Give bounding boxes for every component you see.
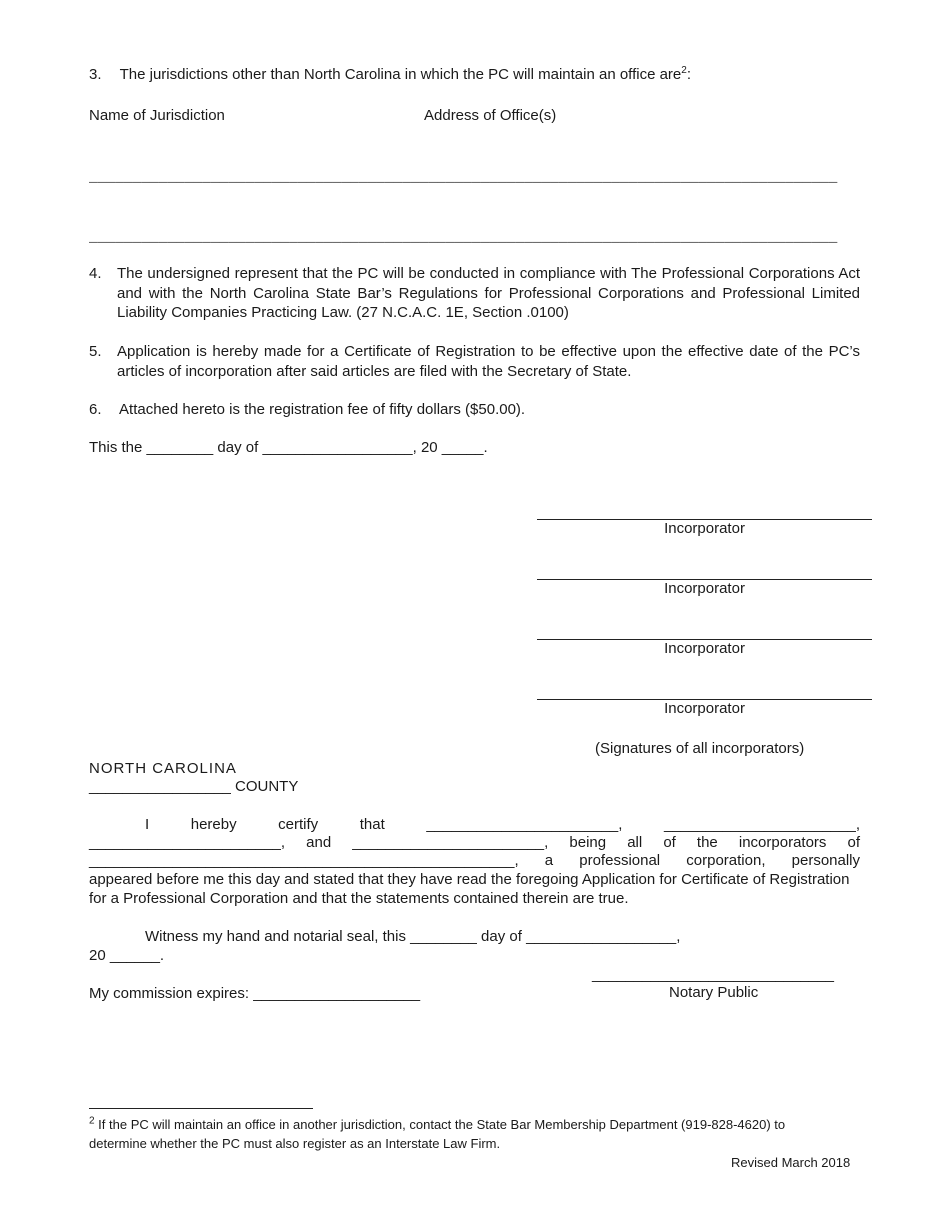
office-address-header: Address of Office(s) xyxy=(424,107,557,124)
notary-public-label: Notary Public xyxy=(669,984,759,1001)
incorporator-label-4: Incorporator xyxy=(664,700,745,717)
item-5-number: 5. xyxy=(89,343,102,360)
certify-line-1: I hereby certify that _______________________, _______________________, xyxy=(145,816,860,833)
item-5-text: Application is hereby made for a Certificate of Registration to be effective upon the effective date of the PC’s articles of incorporation after said articles are filed with the Secretary of State. xyxy=(117,343,860,380)
item-3-number: 3. xyxy=(89,66,102,83)
certify-line-5: for a Professional Corporation and that the statements contained therein are true. xyxy=(89,890,629,907)
footnote-line-2: determine whether the PC must also register as an Interstate Law Firm. xyxy=(89,1136,501,1151)
item-6 xyxy=(89,401,525,418)
footnote-line-1: $^2$ If the PC will maintain an office in another jurisdiction, contact the State Bar Membership Department (919-828-4620) to xyxy=(89,1115,786,1132)
item-3-text: The jurisdictions other than North Carolina in which the PC will maintain an office are xyxy=(119,66,682,83)
incorporator-name-blank-1[interactable]: _______________________, xyxy=(426,816,623,833)
item-3: 3. The jurisdictions other than North Carolina in which the PC will maintain an office are$^2$: xyxy=(89,65,691,83)
jurisdiction-name-header: Name of Jurisdiction xyxy=(89,107,225,124)
witness-year-line[interactable]: 20 ______. xyxy=(89,947,165,964)
item-6-number: 6. xyxy=(89,401,102,418)
item-5 xyxy=(89,342,860,382)
certify-line-2: _______________________, and _______________________, being all of the incorporators of xyxy=(89,834,861,851)
item-6-text: Attached hereto is the registration fee of fifty dollars ($50.00). xyxy=(119,401,526,418)
footnote-ref: 2 xyxy=(681,65,687,76)
incorporator-name-blank-4[interactable]: _______________________, xyxy=(352,834,549,851)
notary-county[interactable]: _________________ COUNTY xyxy=(89,778,299,795)
incorporator-label-1: Incorporator xyxy=(664,520,745,537)
item-4-number: 4. xyxy=(89,265,102,282)
incorporator-name-blank-2[interactable]: _______________________, xyxy=(663,816,860,833)
certify-line-4: appeared before me this day and stated that they have read the foregoing Application for Certificate of Registration xyxy=(89,871,850,888)
date-line[interactable]: This the ________ day of __________________, 20 _____. xyxy=(89,439,488,456)
item-4 xyxy=(89,264,860,324)
jurisdiction-blank-line-1[interactable]: ______________________________________________________________________________________ xyxy=(89,170,838,186)
incorporator-label-3: Incorporator xyxy=(664,640,745,657)
notary-state: NORTH CAROLINA xyxy=(89,760,237,777)
incorporator-name-blank-3[interactable]: _______________________, xyxy=(89,834,286,851)
signatures-note: (Signatures of all incorporators) xyxy=(595,740,805,757)
corporation-name-blank[interactable]: ___________________________________________________, xyxy=(89,852,519,869)
notary-signature-blank[interactable]: _____________________________ xyxy=(592,966,834,983)
revision-date: Revised March 2018 xyxy=(731,1155,851,1170)
witness-line[interactable]: Witness my hand and notarial seal, this ________ day of __________________, xyxy=(145,928,681,945)
jurisdiction-blank-line-2[interactable]: ______________________________________________________________________________________ xyxy=(89,230,838,246)
footnote-mark: 2 xyxy=(89,1115,95,1127)
certify-line-3: ___________________________________________________, a professional corporation, personally xyxy=(89,852,861,869)
commission-expires[interactable]: My commission expires: ____________________ xyxy=(89,985,421,1002)
item-4-text: The undersigned represent that the PC will be conducted in compliance with The Professional Corporations Act and with the North Carolina State Bar’s Regulations for Professional Corporations and Professional Limited Liability Companies Practicing Law. (27 N.C.A.C. 1E, Section .0100) xyxy=(117,265,860,321)
footnote-divider xyxy=(89,1108,313,1109)
incorporator-label-2: Incorporator xyxy=(664,580,745,597)
